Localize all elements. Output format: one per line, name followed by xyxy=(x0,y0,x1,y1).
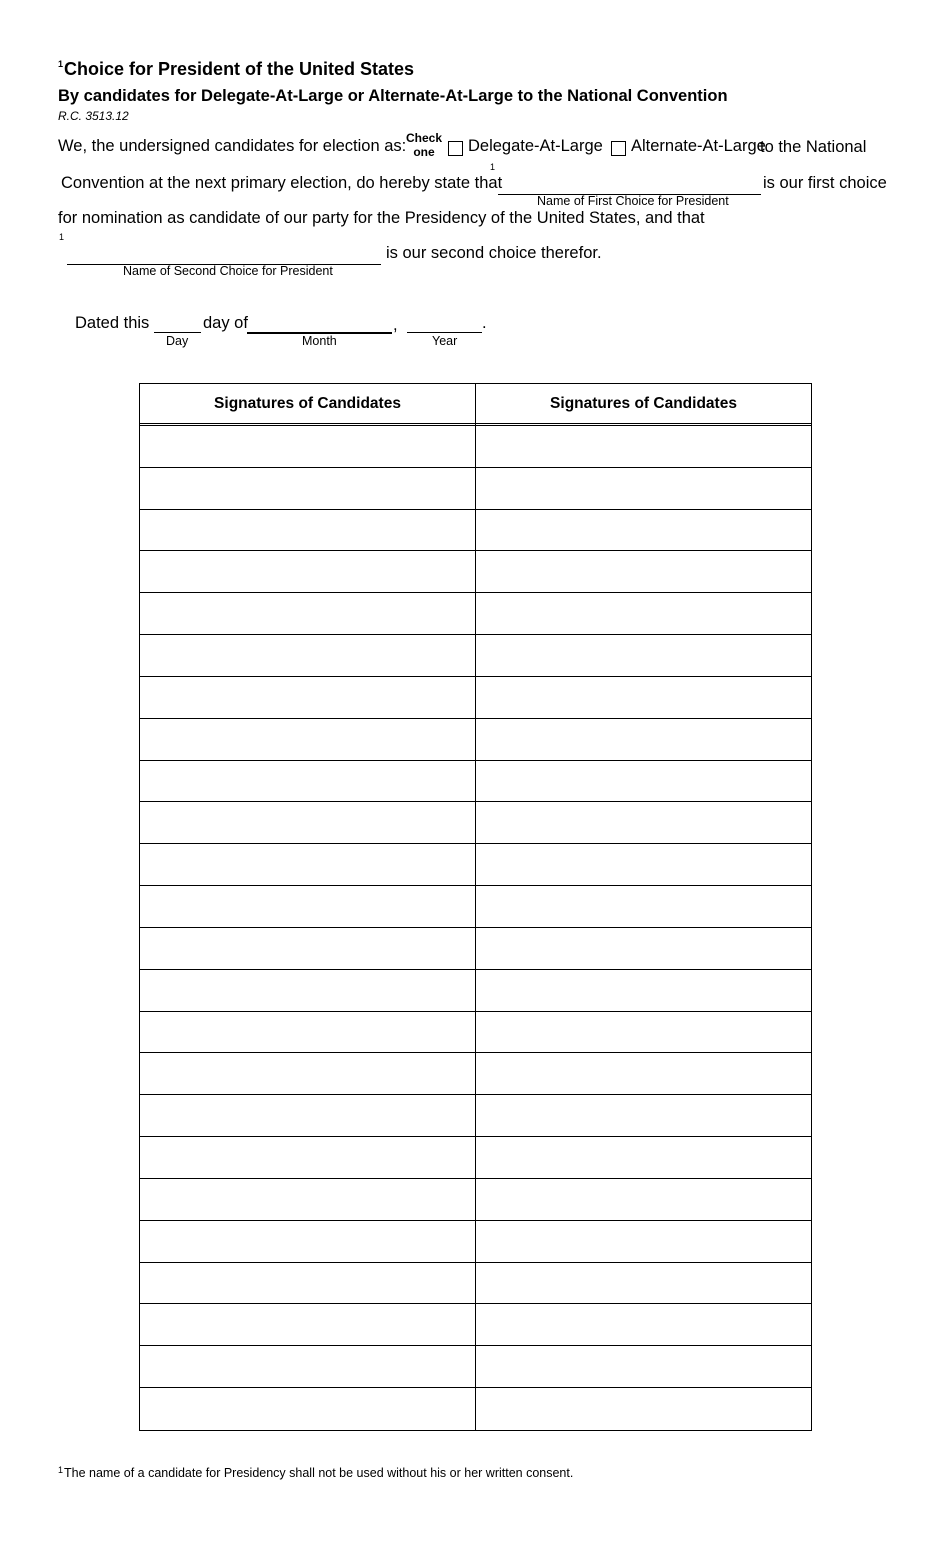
signature-cell-right[interactable] xyxy=(476,1263,811,1305)
footnote-marker: 1 xyxy=(58,1465,64,1475)
day-label: Day xyxy=(166,334,189,348)
signature-cell-left[interactable] xyxy=(140,1095,475,1137)
signature-cell-left[interactable] xyxy=(140,593,475,635)
alternate-at-large-checkbox[interactable] xyxy=(611,141,626,156)
page-title-text: Choice for President of the United States xyxy=(64,59,415,79)
statement-line4-suffix: is our second choice therefor. xyxy=(386,244,602,262)
dated-middle: day of xyxy=(203,314,248,332)
signatures-column-header-1: Signatures of Candidates xyxy=(214,394,401,412)
signature-cell-left[interactable] xyxy=(140,1305,475,1347)
signature-cell-left[interactable] xyxy=(140,1346,475,1388)
statement-line2-suffix: is our first choice xyxy=(763,174,887,192)
year-field[interactable] xyxy=(407,332,482,333)
delegate-at-large-checkbox[interactable] xyxy=(448,141,463,156)
day-field[interactable] xyxy=(154,332,201,333)
signature-cell-right[interactable] xyxy=(476,803,811,845)
signature-cell-left[interactable] xyxy=(140,719,475,761)
signature-cell-left[interactable] xyxy=(140,635,475,677)
page-subtitle: By candidates for Delegate-At-Large or Alternate-At-Large to the National Convention xyxy=(58,87,728,105)
second-choice-footnote-marker: 1 xyxy=(59,232,65,242)
footnote-marker: 1 xyxy=(58,59,64,69)
signature-cell-left[interactable] xyxy=(140,510,475,552)
signature-cell-right[interactable] xyxy=(476,1137,811,1179)
signature-cell-right[interactable] xyxy=(476,1305,811,1347)
signature-cell-left[interactable] xyxy=(140,552,475,594)
signatures-column-divider xyxy=(475,384,476,1430)
dated-prefix: Dated this xyxy=(75,314,150,332)
signature-cell-right[interactable] xyxy=(476,1346,811,1388)
signature-cell-right[interactable] xyxy=(476,1179,811,1221)
signature-cell-right[interactable] xyxy=(476,886,811,928)
signature-cell-left[interactable] xyxy=(140,426,475,468)
footnote-text: The name of a candidate for Presidency shall not be used without his or her written consent. xyxy=(64,1466,574,1480)
signature-cell-right[interactable] xyxy=(476,1095,811,1137)
signature-cell-left[interactable] xyxy=(140,1388,475,1430)
signature-cell-right[interactable] xyxy=(476,1221,811,1263)
signature-cell-right[interactable] xyxy=(476,970,811,1012)
signature-cell-left[interactable] xyxy=(140,1137,475,1179)
dated-comma: , xyxy=(393,316,398,334)
signature-cell-left[interactable] xyxy=(140,1263,475,1305)
year-label: Year xyxy=(432,334,458,348)
signature-cell-right[interactable] xyxy=(476,468,811,510)
dated-period: . xyxy=(482,314,487,332)
footnote xyxy=(58,1466,573,1480)
alternate-at-large-label: Alternate-At-Large xyxy=(631,137,766,155)
signature-cell-left[interactable] xyxy=(140,803,475,845)
page-title xyxy=(58,59,414,80)
check-one-top: Check xyxy=(406,131,443,145)
second-choice-label: Name of Second Choice for President xyxy=(123,264,333,278)
signature-cell-right[interactable] xyxy=(476,1388,811,1430)
signatures-column-header-2: Signatures of Candidates xyxy=(550,394,737,412)
statement-line3: for nomination as candidate of our party for the Presidency of the United States, and that xyxy=(58,209,705,227)
signature-cell-right[interactable] xyxy=(476,844,811,886)
signature-cell-right[interactable] xyxy=(476,593,811,635)
signature-cell-left[interactable] xyxy=(140,761,475,803)
signature-cell-right[interactable] xyxy=(476,552,811,594)
signature-cell-left[interactable] xyxy=(140,1179,475,1221)
signature-cell-right[interactable] xyxy=(476,1054,811,1096)
statement-line2-prefix: Convention at the next primary election, do hereby state that xyxy=(61,174,503,192)
signature-cell-right[interactable] xyxy=(476,928,811,970)
signature-cell-left[interactable] xyxy=(140,970,475,1012)
check-one-instruction xyxy=(406,131,442,159)
signature-cell-left[interactable] xyxy=(140,468,475,510)
signature-cell-left[interactable] xyxy=(140,844,475,886)
first-choice-label: Name of First Choice for President xyxy=(537,194,729,208)
signatures-table xyxy=(139,383,812,1431)
check-one-bottom: one xyxy=(413,145,435,159)
signature-cell-right[interactable] xyxy=(476,635,811,677)
signature-cell-right[interactable] xyxy=(476,761,811,803)
signature-cell-left[interactable] xyxy=(140,886,475,928)
signature-cell-left[interactable] xyxy=(140,677,475,719)
month-label: Month xyxy=(302,334,337,348)
signature-cell-left[interactable] xyxy=(140,1012,475,1054)
signature-cell-right[interactable] xyxy=(476,719,811,761)
first-choice-footnote-marker: 1 xyxy=(490,162,496,172)
signature-cell-right[interactable] xyxy=(476,677,811,719)
signature-cell-right[interactable] xyxy=(476,510,811,552)
signature-cell-left[interactable] xyxy=(140,1054,475,1096)
delegate-at-large-label: Delegate-At-Large xyxy=(468,137,603,155)
statement-line1-suffix: to the National xyxy=(760,138,867,156)
signature-cell-left[interactable] xyxy=(140,928,475,970)
signature-cell-left[interactable] xyxy=(140,1221,475,1263)
statement-line1-prefix: We, the undersigned candidates for election as: xyxy=(58,137,407,155)
statute-reference: R.C. 3513.12 xyxy=(58,109,129,123)
signature-cell-right[interactable] xyxy=(476,1012,811,1054)
signature-cell-right[interactable] xyxy=(476,426,811,468)
